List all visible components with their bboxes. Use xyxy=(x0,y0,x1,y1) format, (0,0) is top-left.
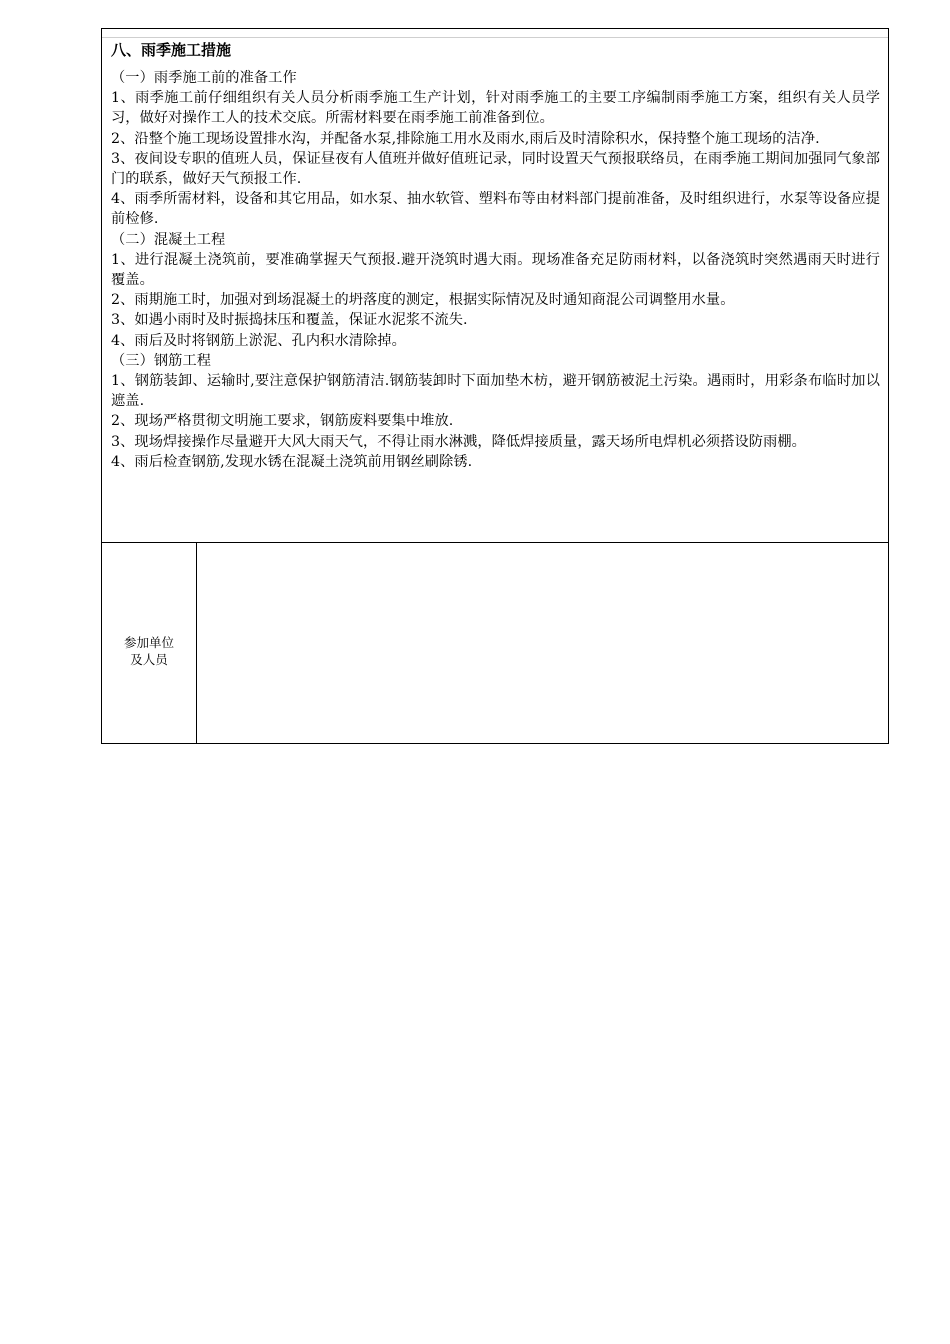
list-item: 3、夜间设专职的值班人员，保证昼夜有人值班并做好值班记录，同时设置天气预报联络员，在雨季施工期间加强同气象部门的联系，做好天气预报工作. xyxy=(111,150,880,188)
list-item: 4、雨季所需材料，设备和其它用品，如水泵、抽水软管、塑料布等由材料部门提前准备，及时组织进行，水泵等设备应提前检修. xyxy=(111,191,880,228)
measures-text-block xyxy=(111,68,880,472)
participants-label xyxy=(124,634,174,668)
participants-label-line1: 参加单位 xyxy=(123,635,174,650)
participants-label-cell xyxy=(102,543,197,743)
section-title: 八、雨季施工措施 xyxy=(111,41,232,59)
list-item: 1、雨季施工前仔细组织有关人员分析雨季施工生产计划，针对雨季施工的主要工序编制雨季施工方案，组织有关人员学习，做好对操作工人的技术交底。所需材料要在雨季施工前准备到位。 xyxy=(111,90,880,127)
group-heading-preparation: （一）雨季施工前的准备工作 xyxy=(111,70,297,86)
group-heading-concrete: （二）混凝土工程 xyxy=(111,231,226,248)
document-table xyxy=(101,28,889,744)
group-heading-rebar: （三）钢筋工程 xyxy=(111,352,212,369)
list-item: 1、钢筋装卸、运输时,要注意保护钢筋清洁.钢筋装卸时下面加垫木枋，避开钢筋被泥土污染。遇雨时，用彩条布临时加以遮盖. xyxy=(111,373,880,410)
list-item: 3、如遇小雨时及时振捣抹压和覆盖，保证水泥浆不流失. xyxy=(111,312,468,329)
list-item: 1、进行混凝土浇筑前，要准确掌握天气预报.避开浇筑时遇大雨。现场准备充足防雨材料，以备浇筑时突然遇雨天时进行覆盖。 xyxy=(111,251,880,289)
participants-label-line2: 及人员 xyxy=(130,652,168,667)
list-item: 2、沿整个施工现场设置排水沟，并配备水泵,排除施工用水及雨水,雨后及时清除积水，保持整个施工现场的洁净. xyxy=(111,130,820,147)
participants-value-cell[interactable] xyxy=(197,543,888,743)
list-item: 4、雨后及时将钢筋上淤泥、孔内积水清除掉。 xyxy=(111,332,406,349)
measures-content-cell xyxy=(102,29,888,543)
list-item: 2、雨期施工时，加强对到场混凝土的坍落度的测定，根据实际情况及时通知商混公司调整用水量。 xyxy=(111,292,735,309)
list-item: 3、现场焊接操作尽量避开大风大雨天气，不得让雨水淋溅，降低焊接质量，露天场所电焊机必须搭设防雨棚。 xyxy=(111,433,806,450)
list-item: 4、雨后检查钢筋,发现水锈在混凝土浇筑前用钢丝刷除锈. xyxy=(111,453,473,470)
participants-row xyxy=(102,543,888,743)
list-item: 2、现场严格贯彻文明施工要求，钢筋废料要集中堆放. xyxy=(111,413,454,430)
